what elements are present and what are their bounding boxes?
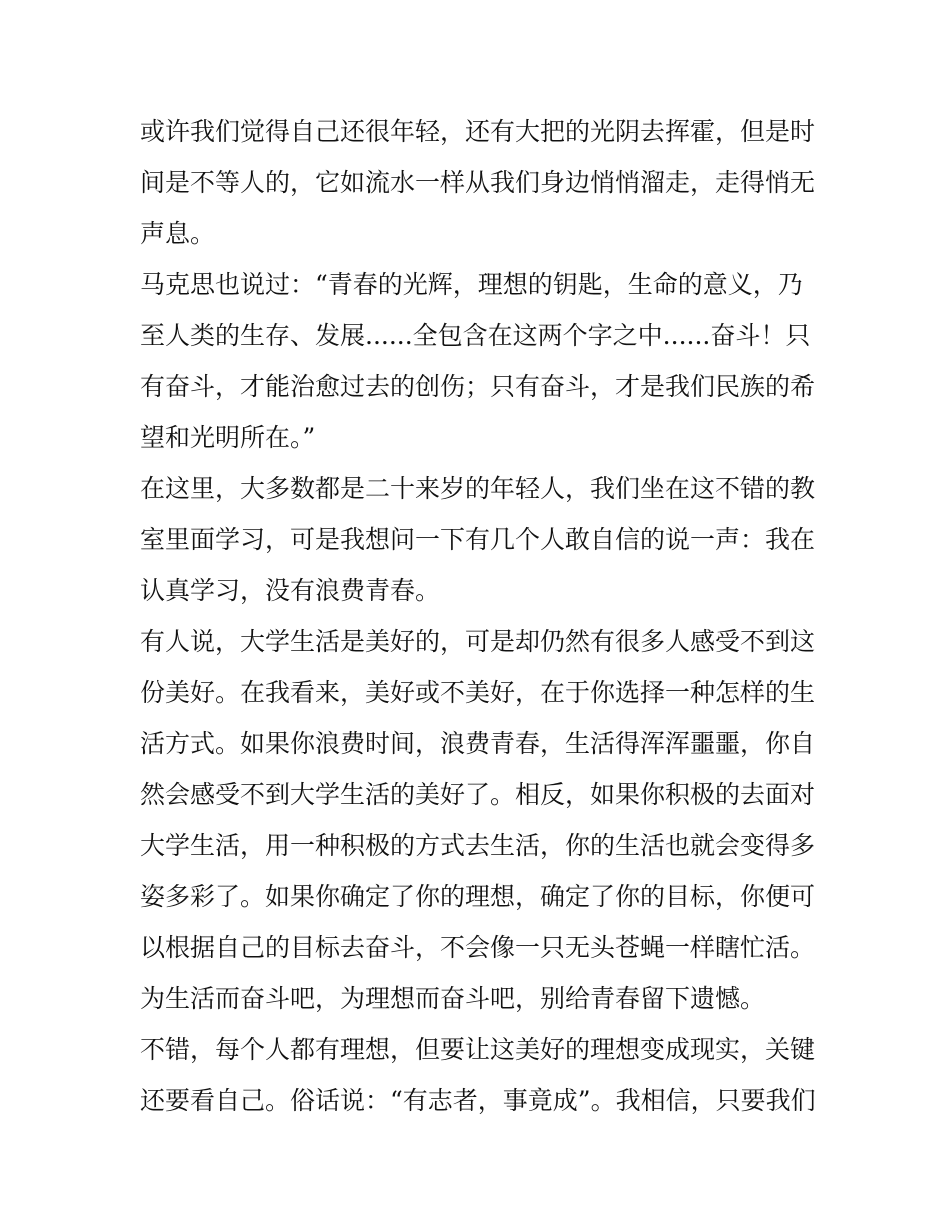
text-line: 姿多彩了。如果你确定了你的理想，确定了你的目标，你便可 [140,882,816,911]
text-line: 份美好。在我看来，美好或不美好，在于你选择一种怎样的生 [140,678,816,707]
text-line: 不错，每个人都有理想，但要让这美好的理想变成现实，关键 [140,1035,816,1064]
text-line: 然会感受不到大学生活的美好了。相反，如果你积极的去面对 [140,780,816,809]
text-line: 还要看自己。俗话说：“有志者，事竟成”。我相信，只要我们 [140,1086,816,1115]
text-line: 室里面学习，可是我想问一下有几个人敢自信的说一声：我在 [140,525,816,554]
text-line: 间是不等人的，它如流水一样从我们身边悄悄溜走，走得悄无 [140,168,816,197]
text-line: 至人类的生存、发展......全包含在这两个字之中......奋斗！只 [140,321,811,350]
text-line: 声息。 [140,219,216,248]
text-line: 为生活而奋斗吧，为理想而奋斗吧，别给青春留下遗憾。 [140,984,766,1013]
text-line: 望和光明所在。” [140,423,316,452]
text-line: 或许我们觉得自己还很年轻，还有大把的光阴去挥霍，但是时 [140,117,816,146]
document-body [140,106,820,1126]
text-line: 有奋斗，才能治愈过去的创伤；只有奋斗，才是我们民族的希 [140,372,816,401]
text-line: 活方式。如果你浪费时间，浪费青春，生活得浑浑噩噩，你自 [140,729,816,758]
text-line: 在这里，大多数都是二十来岁的年轻人，我们坐在这不错的教 [140,474,816,503]
text-line: 认真学习，没有浪费青春。 [140,576,441,605]
text-line: 有人说，大学生活是美好的，可是却仍然有很多人感受不到这 [140,627,816,656]
text-line: 以根据自己的目标去奋斗，不会像一只无头苍蝇一样瞎忙活。 [140,933,816,962]
text-line: 大学生活，用一种积极的方式去生活，你的生活也就会变得多 [140,831,816,860]
text-line: 马克思也说过：“青春的光辉，理想的钥匙，生命的意义，乃 [140,270,803,299]
